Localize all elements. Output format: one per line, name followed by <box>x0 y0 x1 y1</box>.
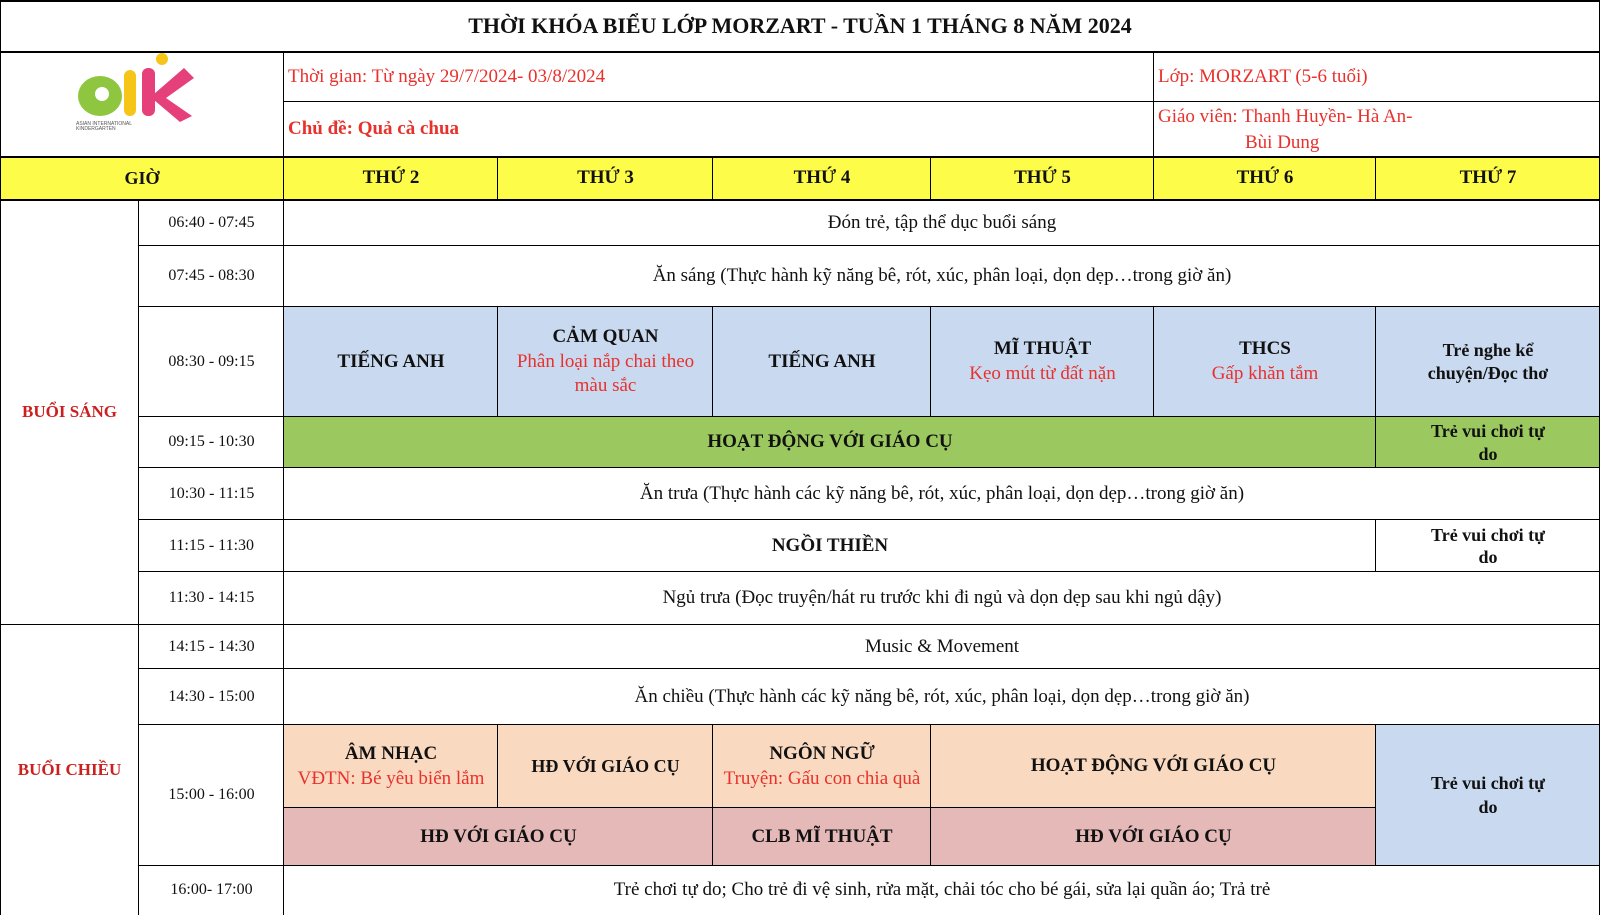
mon-english: TIẾNG ANH <box>337 350 445 372</box>
time-slot-8: 14:15 - 14:30 <box>168 637 255 655</box>
grid-line <box>712 307 713 417</box>
header-thu: THỨ 5 <box>1014 167 1071 189</box>
time-slot-9: 14:30 - 15:00 <box>168 687 255 705</box>
thu-art <box>931 307 1154 417</box>
tue-sensory-desc: Phân loại nắp chai theo màu sắc <box>516 350 695 397</box>
fri-life-skills-title: THCS <box>1239 338 1291 360</box>
theme-label: Chủ đề: <box>288 118 353 140</box>
grid-line <box>1375 307 1376 417</box>
header-sat: THỨ 7 <box>1459 167 1517 189</box>
grid-line <box>283 52 284 915</box>
wed-art-club: CLB MĨ THUẬT <box>751 825 893 847</box>
header-wed: THỨ 4 <box>793 167 851 189</box>
sat-free-play-1-line-1: Trẻ vui chơi tự <box>1431 421 1545 441</box>
activity-welcome: Đón trẻ, tập thể dục buổi sáng <box>827 211 1057 233</box>
time-slot-6: 11:15 - 11:30 <box>168 536 255 554</box>
activity-lunch: Ăn trưa (Thực hành các kỹ năng bê, rót, xúc, phân loại, dọn dẹp…trong giờ ăn) <box>639 482 1245 504</box>
sat-free-play-3-line-2: do <box>1478 796 1498 817</box>
activity-materials: HOẠT ĐỘNG VỚI GIÁO CỤ <box>707 431 953 453</box>
aik-logo-icon <box>72 50 202 130</box>
teachers <box>1154 102 1600 157</box>
theme-value: Quả cà chua <box>357 118 460 140</box>
grid-line <box>139 571 1600 572</box>
sat-storytelling-line-1: Trẻ nghe kể <box>1442 339 1534 360</box>
grid-line <box>139 416 1600 417</box>
grid-line <box>1375 417 1376 468</box>
sat-storytelling <box>1376 307 1600 417</box>
grid-line <box>1375 725 1376 866</box>
grid-line <box>139 668 1600 669</box>
activity-nap: Ngủ trưa (Đọc truyện/hát ru trước khi đi ngủ và dọn dẹp sau khi ngủ dậy) <box>662 587 1222 609</box>
mon-music-desc: VĐTN: Bé yêu biển lắm <box>297 767 485 789</box>
grid-line <box>930 725 931 866</box>
time-slot-3: 08:30 - 09:15 <box>168 352 255 370</box>
grid-line <box>139 724 1600 725</box>
activity-meditation: NGỒI THIỀN <box>771 534 889 556</box>
time-slot-5: 10:30 - 11:15 <box>168 484 255 502</box>
grid-line <box>0 51 1600 53</box>
time-slot-2: 07:45 - 08:30 <box>168 267 255 285</box>
grid-line <box>0 624 1600 625</box>
grid-line <box>284 101 1600 102</box>
grid-line <box>139 865 1600 866</box>
school-logo <box>72 50 202 130</box>
time-slot-10: 15:00 - 16:00 <box>168 786 255 804</box>
grid-line <box>712 157 713 200</box>
class-name: Lớp: MORZART (5-6 tuổi) <box>1158 65 1368 87</box>
svg-text:ASIAN INTERNATIONAL: ASIAN INTERNATIONAL <box>76 121 133 127</box>
fri-life-skills-desc: Gấp khăn tắm <box>1211 363 1319 384</box>
page-title: THỜI KHÓA BIỂU LỚP MORZART - TUẦN 1 THÁNG 8 NĂM 2024 <box>468 12 1132 38</box>
teachers-line-1: Giáo viên: Thanh Huyền- Hà An- <box>1158 105 1413 127</box>
wed-english: TIẾNG ANH <box>768 350 876 372</box>
grid-line <box>497 725 498 808</box>
activity-pickup: Trẻ chơi tự do; Cho trẻ đi vệ sinh, rửa mặt, chải tóc cho bé gái, sửa lại quần áo; Trả trẻ <box>613 879 1271 901</box>
grid-line <box>139 467 1600 468</box>
time-slot-7: 11:30 - 14:15 <box>168 589 255 607</box>
grid-line <box>1375 520 1376 572</box>
wed-language <box>713 725 931 808</box>
sat-free-play-3 <box>1376 725 1600 866</box>
grid-line <box>0 199 1600 201</box>
session-morning: BUỔI SÁNG <box>22 402 117 422</box>
theme <box>284 102 1154 157</box>
activity-music-movement: Music & Movement <box>864 635 1020 657</box>
wed-language-desc: Truyện: Gấu con chia quà <box>723 767 921 789</box>
thu-fri-materials: HOẠT ĐỘNG VỚI GIÁO CỤ <box>1030 755 1277 777</box>
time-slot-4: 09:15 - 10:30 <box>168 433 255 451</box>
grid-line <box>0 0 1600 2</box>
week-dates: Thời gian: Từ ngày 29/7/2024- 03/8/2024 <box>288 65 606 87</box>
fri-life-skills <box>1154 307 1376 417</box>
grid-line <box>0 156 1600 158</box>
sat-free-play-1-line-2: do <box>1478 443 1498 464</box>
session-afternoon: BUỔI CHIỀU <box>17 759 122 779</box>
tue-sensory <box>498 307 713 417</box>
sat-free-play-2-line-1: Trẻ vui chơi tự <box>1431 524 1545 545</box>
thu-fri-materials-2: HĐ VỚI GIÁO CỤ <box>1075 825 1232 847</box>
header-time: GIỜ <box>124 167 160 188</box>
header-fri: THỨ 6 <box>1236 167 1294 189</box>
sat-free-play-2-line-2: do <box>1478 547 1498 567</box>
sat-free-play-1 <box>1376 417 1600 468</box>
grid-line <box>712 725 713 866</box>
wed-language-title: NGÔN NGỮ <box>769 742 875 764</box>
sat-free-play-3-line-1: Trẻ vui chơi tự <box>1431 773 1545 794</box>
grid-line <box>139 519 1600 520</box>
grid-line <box>1153 307 1154 417</box>
thu-art-desc: Kẹo mút từ đất nặn <box>969 363 1116 384</box>
tue-sensory-title: CẢM QUAN <box>552 325 659 347</box>
activity-snack: Ăn chiều (Thực hành các kỹ năng bê, rót, xúc, phân loại, dọn dẹp…trong giờ ăn) <box>634 685 1250 707</box>
grid-line <box>497 307 498 417</box>
header-tue: THỨ 3 <box>577 167 634 189</box>
activity-breakfast: Ăn sáng (Thực hành kỹ năng bê, rót, xúc, phân loại, dọn dẹp…trong giờ ăn) <box>652 265 1232 287</box>
mon-music-title: ÂM NHẠC <box>344 742 438 764</box>
grid-line <box>1153 157 1154 200</box>
header-mon: THỨ 2 <box>362 167 420 189</box>
grid-line <box>930 307 931 417</box>
sat-storytelling-line-2: chuyện/Đọc thơ <box>1427 363 1549 383</box>
grid-line <box>930 157 931 200</box>
svg-text:KINDERGARTEN: KINDERGARTEN <box>76 126 116 130</box>
mon-tue-materials: HĐ VỚI GIÁO CỤ <box>420 825 577 847</box>
grid-line <box>1153 52 1154 157</box>
grid-line <box>284 807 1376 808</box>
thu-art-title: MĨ THUẬT <box>993 338 1092 360</box>
sat-free-play-2 <box>1376 520 1600 572</box>
grid-line <box>1375 157 1376 200</box>
grid-line <box>138 200 139 915</box>
grid-line <box>139 245 1600 246</box>
tue-materials: HĐ VỚI GIÁO CỤ <box>531 755 680 776</box>
mon-music <box>284 725 498 808</box>
time-slot-1: 06:40 - 07:45 <box>168 213 255 231</box>
time-slot-11: 16:00- 17:00 <box>170 881 253 899</box>
teachers-line-2: Bùi Dung <box>1245 131 1320 153</box>
grid-line <box>497 157 498 200</box>
grid-line <box>0 0 1 915</box>
grid-line <box>139 306 1600 307</box>
